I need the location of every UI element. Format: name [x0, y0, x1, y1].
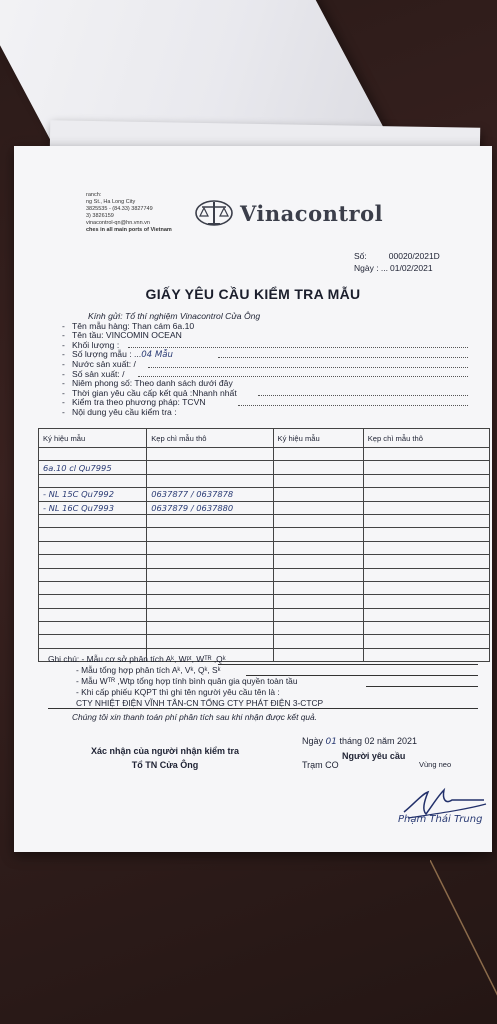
scales-logo-icon: [194, 198, 234, 228]
page-title: GIẤY YÊU CẦU KIỂM TRA MẪU: [145, 286, 361, 302]
khoi-luong-field: Khối lượng :: [72, 339, 120, 350]
ten-tau-field: Tên tầu: VINCOMIN OCEAN: [72, 330, 182, 341]
notes-section: [48, 654, 478, 709]
document-meta: [354, 250, 440, 274]
table-cell: [273, 555, 363, 568]
branch-line: ranch:: [86, 192, 102, 198]
table-row: [39, 568, 490, 581]
table-cell: [363, 568, 489, 581]
table-row: [39, 608, 490, 621]
table-cell: [147, 541, 273, 554]
note-4: - Khi cấp phiếu KQPT thì ghi tên người yêu cầu tên là :: [76, 687, 280, 697]
signer-name: Phạm Thái Trung: [398, 814, 483, 825]
company-name: Vinacontrol: [240, 200, 384, 226]
table-cell: [363, 581, 489, 594]
ngay-label: Ngày : ...: [354, 263, 389, 273]
ten-mau-field: Tên mẫu hàng: Than cám 6a.10: [72, 320, 195, 331]
tram-label: Trạm CO: [302, 760, 339, 770]
table-cell: [273, 622, 363, 635]
table-cell: [273, 568, 363, 581]
table-cell: [273, 474, 363, 487]
table-cell: [39, 622, 147, 635]
table-row: [39, 581, 490, 594]
table-cell: [363, 501, 489, 514]
table-cell: [363, 514, 489, 527]
table-cell: [363, 608, 489, 621]
table-cell: [363, 488, 489, 501]
table-cell: [363, 448, 489, 461]
branch-line: ches in all main ports of Vietnam: [86, 227, 172, 233]
kinh-gui: Kính gửi: Tổ thí nghiệm Vinacontrol Cửa Ông: [88, 311, 261, 321]
table-cell: [273, 595, 363, 608]
note-5: CTY NHIỆT ĐIỆN VĨNH TÂN-CN TỔNG CTY PHÁT ĐIỆN 3-CTCP: [76, 698, 324, 708]
table-cell: [363, 528, 489, 541]
requester-signature-block: [302, 734, 417, 763]
table-cell: [147, 448, 273, 461]
table-cell: [273, 514, 363, 527]
table-cell: [39, 608, 147, 621]
table-cell: [363, 635, 489, 648]
table-cell: [273, 461, 363, 474]
table-cell: [147, 474, 273, 487]
table-cell: [39, 541, 147, 554]
so-value: 00020/2021D: [388, 251, 440, 261]
table-cell: [39, 581, 147, 594]
vung-label: Vùng neo: [419, 760, 452, 769]
so-sx-field: Số sản xuất: /: [72, 368, 125, 379]
col-header: Ký hiệu mẫu: [39, 429, 147, 448]
table-row: [39, 501, 490, 514]
table-row: [39, 622, 490, 635]
table-cell: [363, 622, 489, 635]
col-header: Ký hiệu mẫu: [273, 429, 363, 448]
table-cell: [147, 555, 273, 568]
handwritten-signature-icon: [394, 774, 494, 834]
table-cell: 6a.10 cl Qu7995: [39, 461, 147, 474]
so-label: Số:: [354, 251, 367, 261]
table-row: [39, 555, 490, 568]
table-cell: [147, 461, 273, 474]
table-cell: [39, 635, 147, 648]
table-row: [39, 541, 490, 554]
table-cell: [147, 514, 273, 527]
table-cell: [147, 528, 273, 541]
table-cell: - NL 16C Qu7993: [39, 501, 147, 514]
table-cell: [273, 528, 363, 541]
table-cell: 0637879 / 0637880: [147, 501, 273, 514]
thoi-gian-field: Thời gian yêu cầu cấp kết quả :Nhanh nhất: [72, 387, 237, 398]
table-cell: [147, 608, 273, 621]
table-cell: [273, 608, 363, 621]
phuong-phap-field: Kiểm tra theo phương pháp: TCVN: [72, 397, 206, 408]
note-3: - Mẫu Wᵀᴿ ,Wtp tổng hợp tính bình quân gia quyền toàn tầu: [76, 676, 298, 686]
table-cell: [363, 555, 489, 568]
table-cell: [273, 488, 363, 501]
table-row: [39, 635, 490, 648]
table-cell: [147, 595, 273, 608]
table-cell: [147, 581, 273, 594]
table-cell: [39, 528, 147, 541]
branch-line: vinacontrol-qn@hn.vnn.vn: [86, 220, 150, 226]
requester-title: Người yêu cầu: [342, 751, 406, 761]
table-cell: [39, 474, 147, 487]
receiver-signature-block: [80, 744, 250, 772]
document-page: [14, 146, 492, 852]
request-fields: Kính gửi: Tổ thí nghiệm Vinacontrol Cửa Ông - Tên mẫu hàng: Than cám 6a.10 - Tên tầu: VINCOMIN OCEAN - Khối lượng : - Số lượng mẫu : ...04 Mẫu - Nước sản xuất: / - Số sản xuất: / - Niêm phong số: Theo danh sách dưới đây - Thời gian yêu cầu cấp kết quả :Nhanh nhất - Kiểm tra theo phương pháp: TCVN - Nội dung yêu cầu kiểm tra :: [58, 312, 468, 418]
table-cell: [39, 448, 147, 461]
table-cell: - NL 15C Qu7992: [39, 488, 147, 501]
table-cell: [39, 555, 147, 568]
table-cell: [39, 514, 147, 527]
thanks-line: Chúng tôi xin thanh toán phí phân tích sau khi nhận được kết quả.: [72, 712, 318, 722]
company-logo: [194, 198, 383, 228]
sign-date: Ngày 01 tháng 02 năm 2021: [302, 736, 418, 747]
col-header: Kẹp chì mẫu thô: [147, 429, 273, 448]
table-cell: [363, 461, 489, 474]
branch-info: [86, 192, 172, 234]
table-cell: 0637877 / 0637878: [147, 488, 273, 501]
noi-dung-field: Nội dung yêu cầu kiểm tra :: [72, 406, 177, 417]
table-cell: [147, 568, 273, 581]
table-cell: [363, 474, 489, 487]
straw-decoration: [430, 860, 497, 1000]
table-row: [39, 474, 490, 487]
table-cell: [273, 581, 363, 594]
receiver-unit: Tổ TN Cửa Ông: [131, 760, 199, 770]
table-cell: [147, 635, 273, 648]
table-row: [39, 488, 490, 501]
niem-phong-field: Niêm phong số: Theo danh sách dưới đây: [72, 378, 233, 389]
table-cell: [273, 501, 363, 514]
table-row: [39, 514, 490, 527]
so-luong-handwritten: 04 Mẫu: [141, 350, 173, 361]
note-2: - Mẫu tổng hợp phân tích Aᵏ, Vᵏ, Qᵏ, Sᵏ: [76, 665, 221, 675]
table-cell: [363, 595, 489, 608]
table-row: [39, 448, 490, 461]
table-cell: [363, 541, 489, 554]
sign-date-day: 01: [325, 737, 337, 747]
receiver-label: Xác nhận của người nhận kiểm tra: [91, 746, 239, 756]
table-row: [39, 595, 490, 608]
branch-line: 3) 3826159: [86, 213, 114, 219]
table-cell: [39, 568, 147, 581]
table-row: [39, 461, 490, 474]
branch-line: ng St., Ha Long City: [86, 199, 136, 205]
table-cell: [39, 595, 147, 608]
table-row: [39, 528, 490, 541]
table-cell: [273, 448, 363, 461]
branch-line: 3825535 - (84.33) 3827749: [86, 206, 153, 212]
ngay-value: 01/02/2021: [390, 263, 433, 273]
table-cell: [147, 622, 273, 635]
table-cell: [273, 541, 363, 554]
sample-table: [38, 428, 490, 662]
table-cell: [273, 635, 363, 648]
note-1: Ghi chú: - Mẫu cơ sở phân tích Aᵏ, Wᵖᵗ, Wᵀᴿ ,Qᵏ: [48, 654, 226, 664]
col-header: Kẹp chì mẫu thô: [363, 429, 489, 448]
nuoc-sx-field: Nước sản xuất: /: [72, 358, 136, 369]
so-luong-field: Số lượng mẫu : ...04 Mẫu: [72, 349, 173, 361]
